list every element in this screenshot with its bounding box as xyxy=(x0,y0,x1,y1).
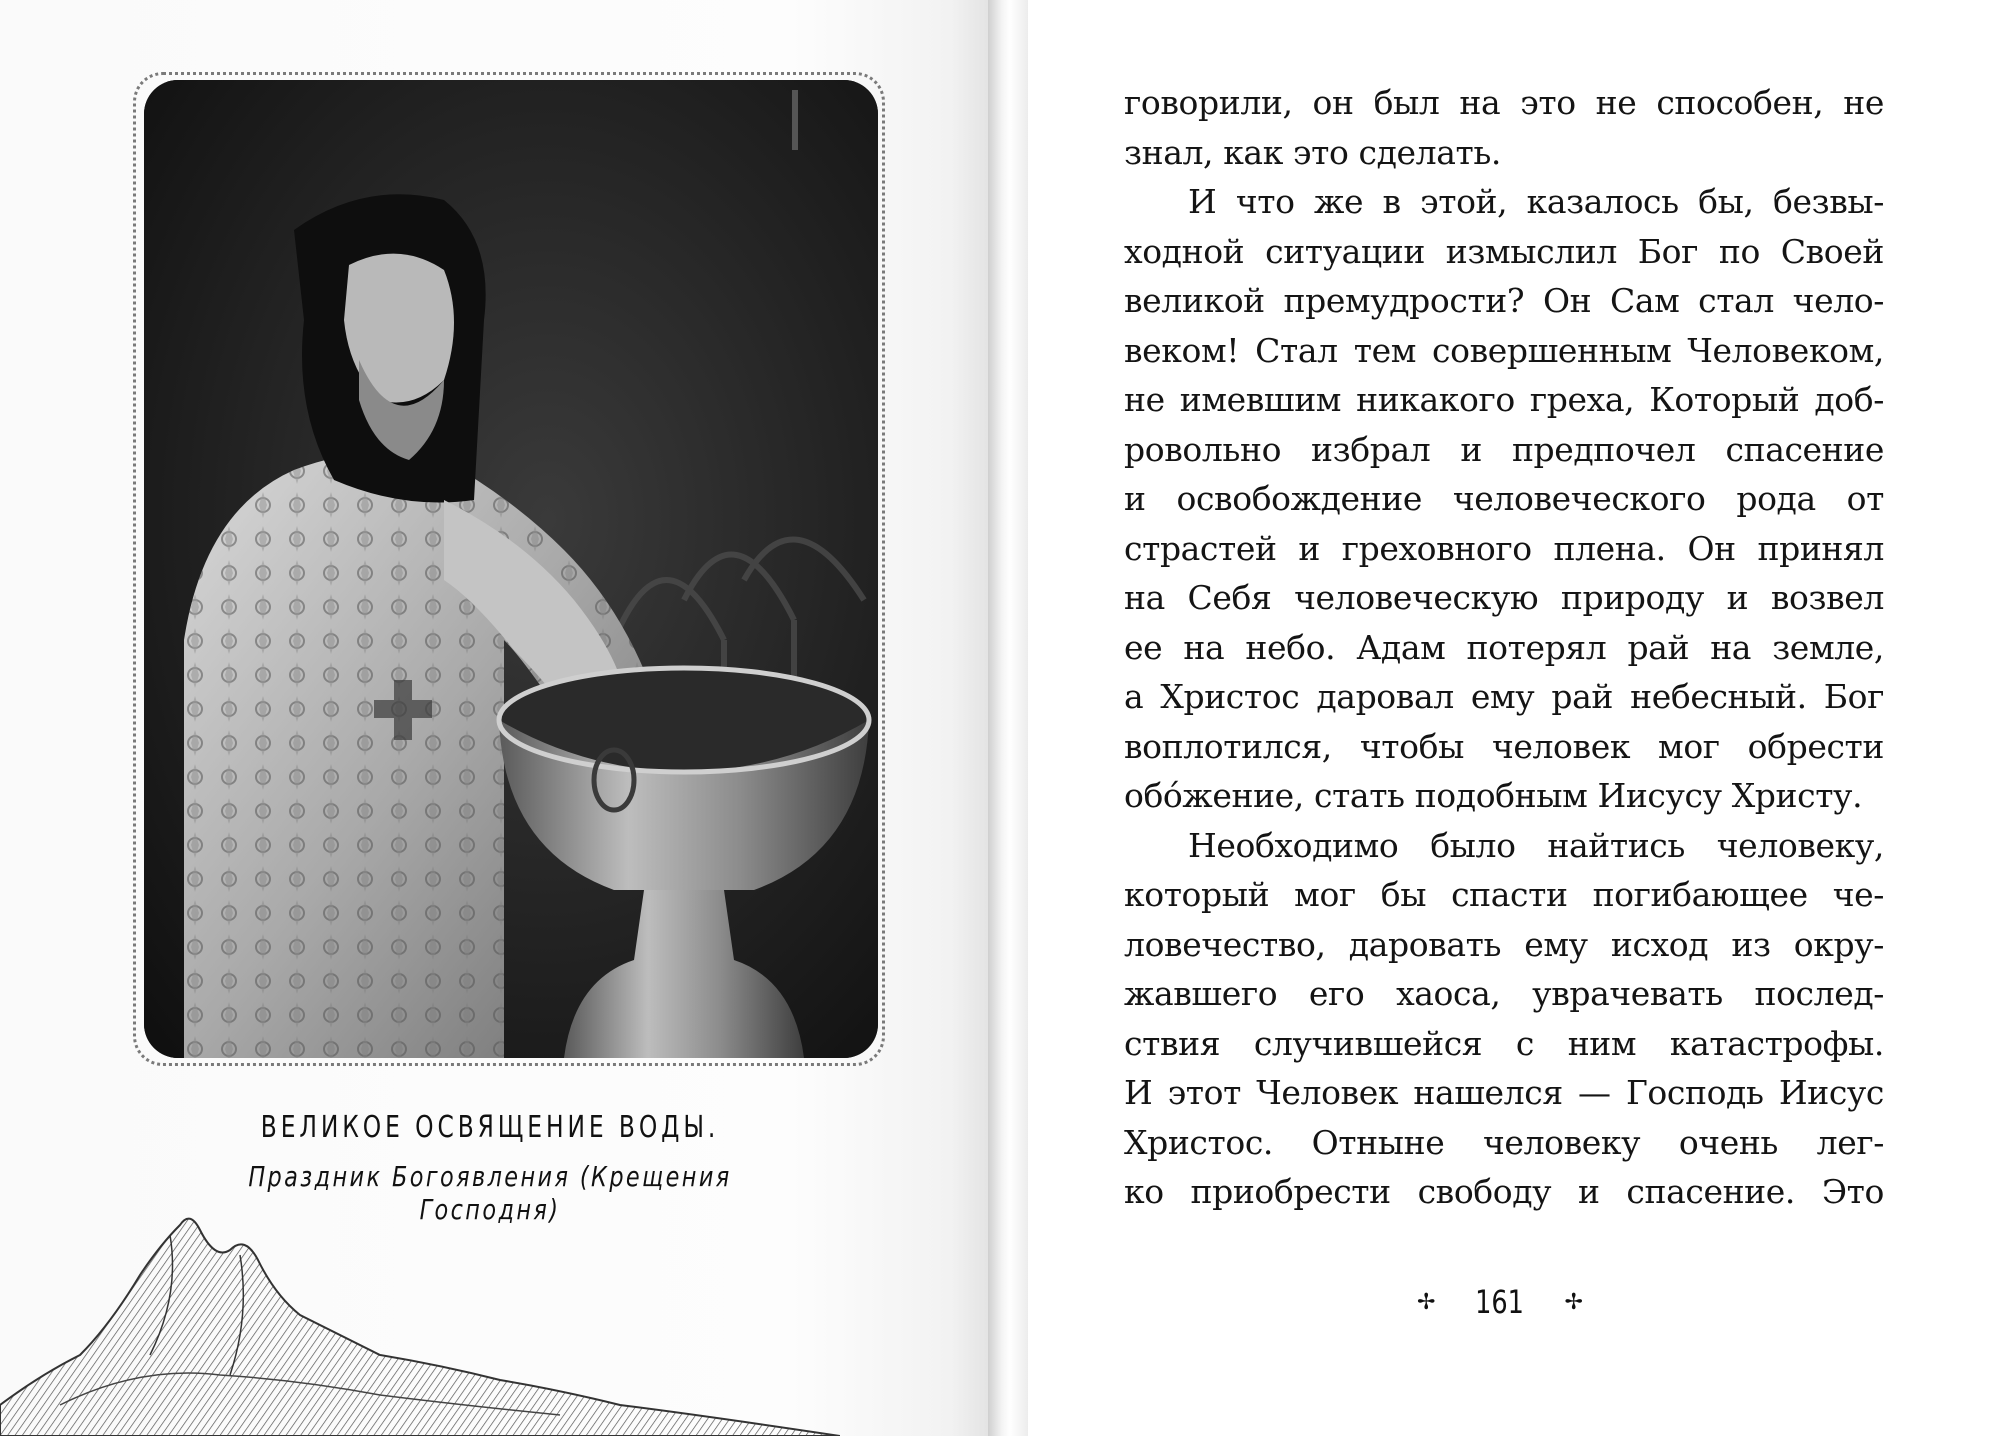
text-line: на Себя человеческую природу и возвел xyxy=(1124,578,1884,617)
text-line: не имевшим никакого греха, Который доб- xyxy=(1124,380,1884,419)
text-line: ко приобрести свободу и спасение. Это xyxy=(1124,1172,1884,1211)
ornament-icon: ✢ xyxy=(1417,1289,1436,1315)
text-line: и освобождение человеческого рода от xyxy=(1124,479,1884,518)
text-line: а Христос даровал ему рай небесный. Бог xyxy=(1124,677,1884,716)
text-line: Необходимо было найтись человеку, xyxy=(1188,825,1884,865)
body-text xyxy=(1124,78,1884,1217)
text-line: знал, как это сделать. xyxy=(1124,132,1502,172)
ornament-icon: ✢ xyxy=(1564,1289,1583,1315)
photograph xyxy=(144,80,878,1058)
photo-caption-subtitle: Праздник Богоявления (Крещения Господня) xyxy=(248,1160,732,1226)
text-line: великой премудрости? Он Сам стал чело- xyxy=(1124,281,1884,320)
text-line: воплотился, чтобы человек мог обрести xyxy=(1124,726,1884,766)
book-gutter xyxy=(988,0,1028,1436)
text-line: веком! Стал тем совершенным Человеком, xyxy=(1124,330,1884,370)
mountain-engraving-illustration xyxy=(0,1205,840,1436)
text-line: который мог бы спасти погибающее че- xyxy=(1124,875,1884,914)
photo-caption-title: ВЕЛИКОЕ ОСВЯЩЕНИЕ ВОДЫ. xyxy=(260,1110,720,1145)
page-number: 161 xyxy=(1475,1283,1525,1321)
text-line: Христос. Отныне человеку очень лег- xyxy=(1124,1122,1884,1162)
text-line: говорили, он был на это не способен, не xyxy=(1124,83,1884,122)
text-line: ходной ситуации измыслил Бог по Своей xyxy=(1124,231,1884,271)
text-line: обóжение, стать подобным Иисусу Христу. xyxy=(1124,776,1863,815)
text-line: страстей и греховного плена. Он принял xyxy=(1124,528,1884,568)
text-line: ее на небо. Адам потерял рай на земле, xyxy=(1124,627,1884,667)
text-line: жавшего его хаоса, уврачевать послед- xyxy=(1124,974,1884,1013)
monk-blessing-water-image xyxy=(144,80,878,1058)
text-line: ровольно избрал и предпочел спасение xyxy=(1124,429,1884,469)
text-line: И этот Человек нашелся — Господь Иисус xyxy=(1124,1073,1884,1112)
text-line: И что же в этой, казалось бы, безвы- xyxy=(1188,182,1884,221)
page-footer xyxy=(1400,1280,1600,1324)
text-line: ствия случившейся с ним катастрофы. xyxy=(1124,1023,1884,1063)
text-line: ловечество, даровать ему исход из окру- xyxy=(1124,924,1884,964)
